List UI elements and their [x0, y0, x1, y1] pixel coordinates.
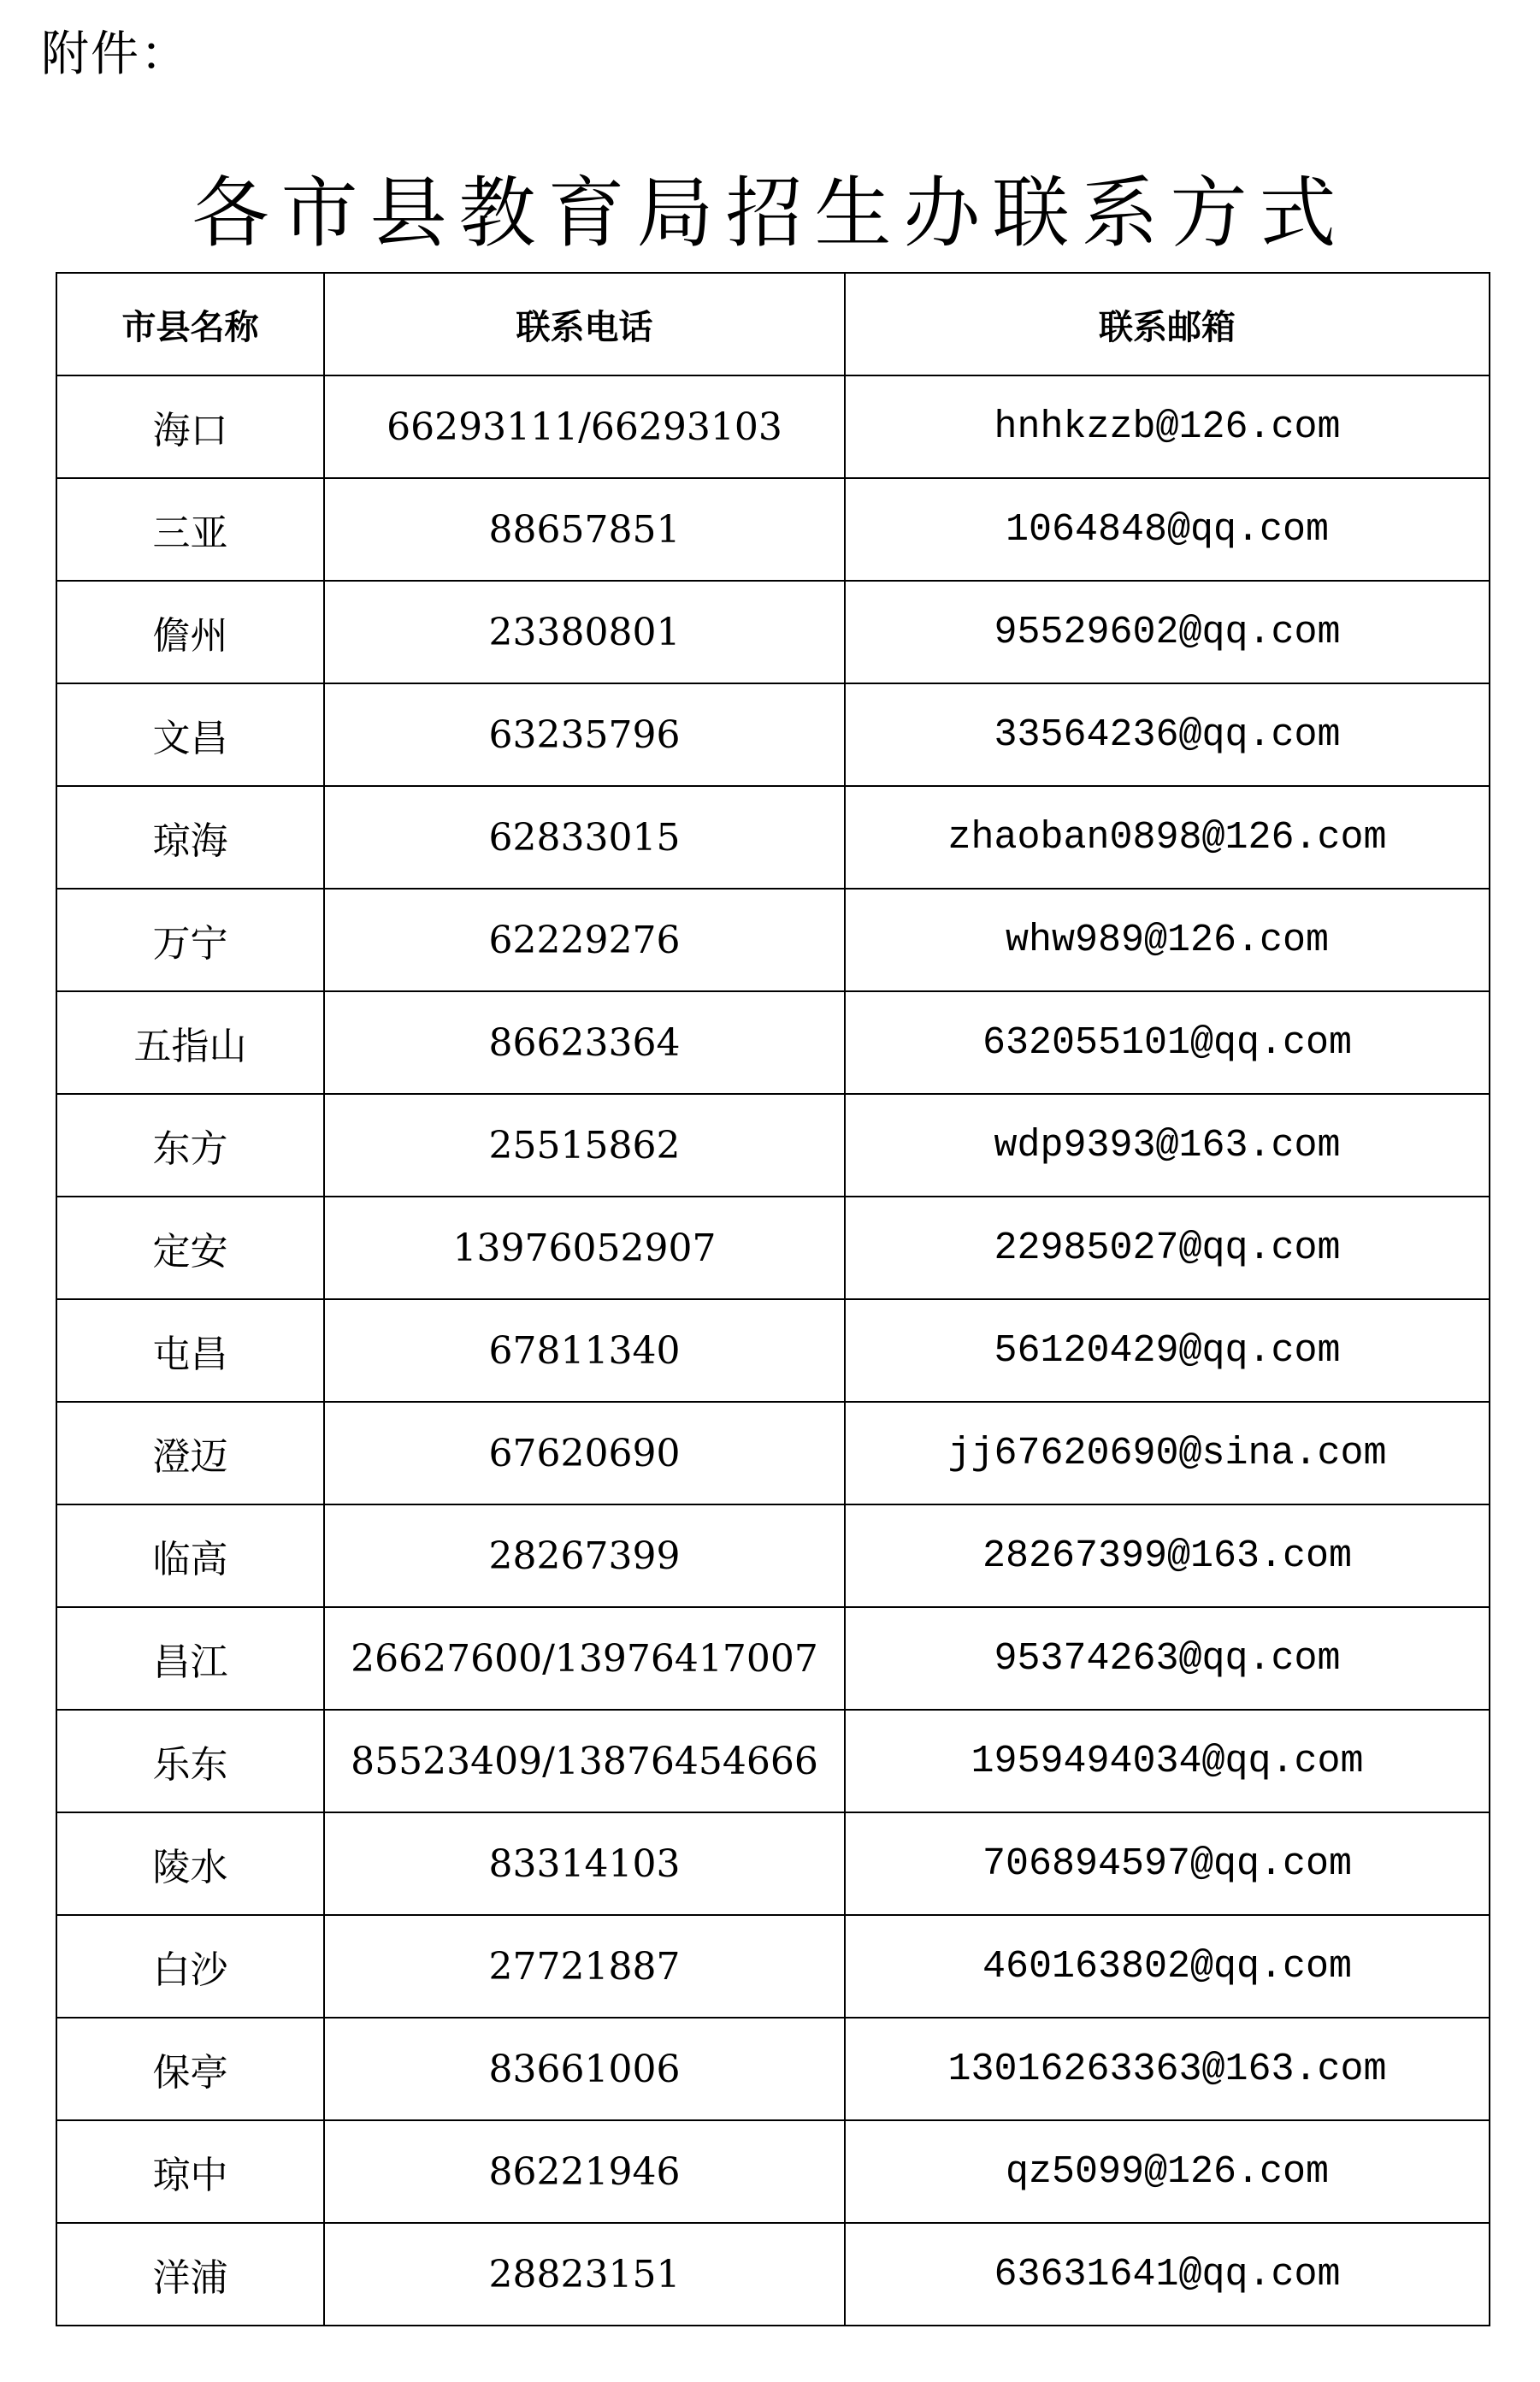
city-cell: 乐东: [56, 1710, 324, 1812]
attachment-label: 附件：: [41, 27, 190, 82]
table-row: [56, 1299, 1490, 1402]
city-cell: 文昌: [56, 683, 324, 786]
phone-cell: 86623364: [324, 991, 845, 1094]
city-cell: 洋浦: [56, 2223, 324, 2326]
table-row: [56, 1915, 1490, 2018]
table-row: [56, 2018, 1490, 2120]
email-cell: 632055101@qq.com: [845, 991, 1490, 1094]
email-cell: 95374263@qq.com: [845, 1607, 1490, 1710]
table-row: [56, 581, 1490, 683]
phone-cell: 85523409/13876454666: [324, 1710, 845, 1812]
table-row: [56, 683, 1490, 786]
table-row: [56, 2223, 1490, 2326]
city-cell: 儋州: [56, 581, 324, 683]
phone-cell: 67811340: [324, 1299, 845, 1402]
city-cell: 陵水: [56, 1812, 324, 1915]
email-cell: 706894597@qq.com: [845, 1812, 1490, 1915]
contacts-table: [56, 272, 1490, 2326]
email-cell: 1064848@qq.com: [845, 478, 1490, 581]
page-title: 各市县教育局招生办联系方式: [192, 168, 1348, 258]
phone-cell: 26627600/13976417007: [324, 1607, 845, 1710]
email-cell: whw989@126.com: [845, 889, 1490, 991]
table-row: [56, 1504, 1490, 1607]
city-cell: 万宁: [56, 889, 324, 991]
email-cell: hnhkzzb@126.com: [845, 375, 1490, 478]
phone-cell: 62229276: [324, 889, 845, 991]
phone-cell: 25515862: [324, 1094, 845, 1197]
table-row: [56, 1812, 1490, 1915]
city-cell: 五指山: [56, 991, 324, 1094]
phone-cell: 66293111/66293103: [324, 375, 845, 478]
table-row: [56, 2120, 1490, 2223]
city-cell: 昌江: [56, 1607, 324, 1710]
email-cell: 1959494034@qq.com: [845, 1710, 1490, 1812]
city-cell: 海口: [56, 375, 324, 478]
city-cell: 临高: [56, 1504, 324, 1607]
city-cell: 澄迈: [56, 1402, 324, 1504]
table-body: [56, 375, 1490, 2326]
table-row: [56, 478, 1490, 581]
phone-cell: 13976052907: [324, 1197, 845, 1299]
city-cell: 琼海: [56, 786, 324, 889]
email-cell: 95529602@qq.com: [845, 581, 1490, 683]
city-cell: 保亭: [56, 2018, 324, 2120]
phone-cell: 28823151: [324, 2223, 845, 2326]
email-cell: qz5099@126.com: [845, 2120, 1490, 2223]
table-row: [56, 786, 1490, 889]
phone-cell: 63235796: [324, 683, 845, 786]
email-cell: 56120429@qq.com: [845, 1299, 1490, 1402]
email-cell: 28267399@163.com: [845, 1504, 1490, 1607]
email-cell: 63631641@qq.com: [845, 2223, 1490, 2326]
table-row: [56, 1402, 1490, 1504]
phone-cell: 23380801: [324, 581, 845, 683]
phone-cell: 28267399: [324, 1504, 845, 1607]
email-cell: 22985027@qq.com: [845, 1197, 1490, 1299]
city-cell: 白沙: [56, 1915, 324, 2018]
table-row: [56, 991, 1490, 1094]
phone-cell: 67620690: [324, 1402, 845, 1504]
table-row: [56, 1710, 1490, 1812]
city-cell: 东方: [56, 1094, 324, 1197]
phone-cell: 86221946: [324, 2120, 845, 2223]
phone-cell: 83661006: [324, 2018, 845, 2120]
email-cell: 13016263363@163.com: [845, 2018, 1490, 2120]
header-city: 市县名称: [56, 273, 324, 375]
phone-cell: 88657851: [324, 478, 845, 581]
table-row: [56, 1197, 1490, 1299]
email-cell: 460163802@qq.com: [845, 1915, 1490, 2018]
email-cell: 33564236@qq.com: [845, 683, 1490, 786]
header-email: 联系邮箱: [845, 273, 1490, 375]
city-cell: 屯昌: [56, 1299, 324, 1402]
phone-cell: 27721887: [324, 1915, 845, 2018]
email-cell: wdp9393@163.com: [845, 1094, 1490, 1197]
table-row: [56, 1607, 1490, 1710]
table-row: [56, 1094, 1490, 1197]
city-cell: 三亚: [56, 478, 324, 581]
phone-cell: 83314103: [324, 1812, 845, 1915]
city-cell: 琼中: [56, 2120, 324, 2223]
city-cell: 定安: [56, 1197, 324, 1299]
phone-cell: 62833015: [324, 786, 845, 889]
email-cell: jj67620690@sina.com: [845, 1402, 1490, 1504]
table-header-row: [56, 273, 1490, 375]
header-phone: 联系电话: [324, 273, 845, 375]
email-cell: zhaoban0898@126.com: [845, 786, 1490, 889]
table-row: [56, 889, 1490, 991]
table-row: [56, 375, 1490, 478]
